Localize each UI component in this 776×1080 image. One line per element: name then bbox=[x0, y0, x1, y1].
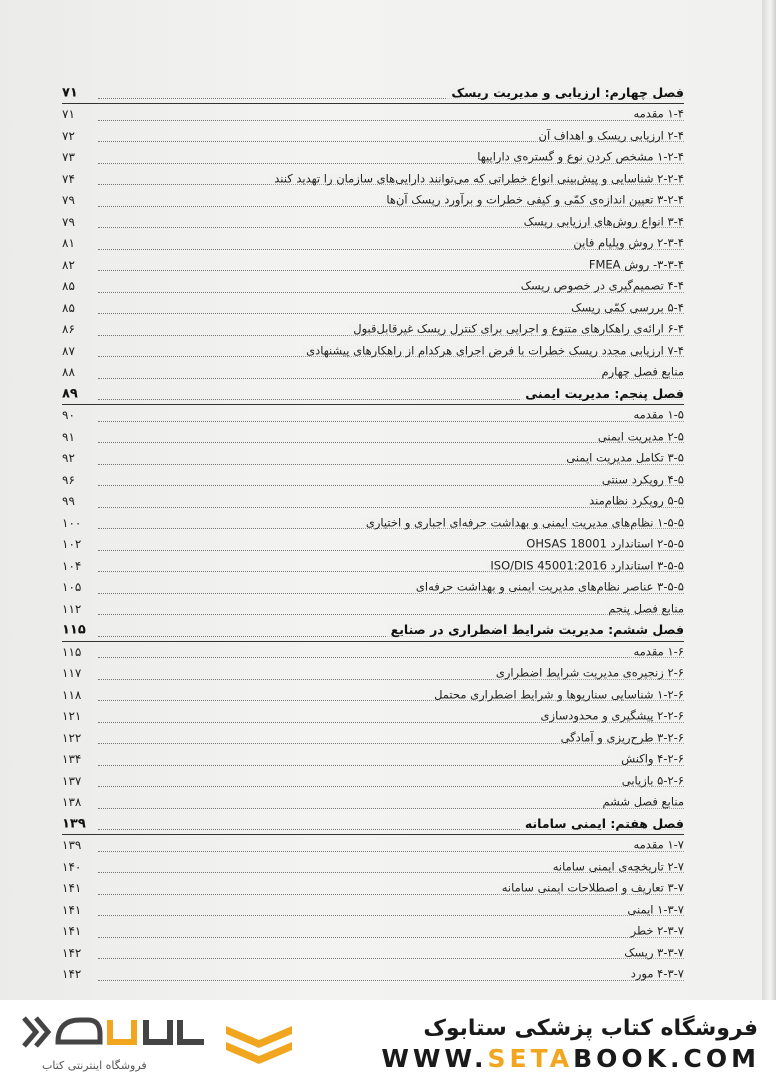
section-title: ۱-۵ مقدمه bbox=[629, 409, 684, 421]
page-number: ۸۵ bbox=[62, 300, 75, 315]
section-title: ۳-۷ تعاریف و اصطلاحات ایمنی سامانه bbox=[498, 882, 684, 894]
toc-row bbox=[62, 233, 684, 254]
toc-row bbox=[62, 878, 684, 899]
dot-leader bbox=[98, 657, 684, 658]
section-title: ۳-۲-۶ طرح‌ریزی و آمادگی bbox=[557, 732, 684, 744]
toc-row bbox=[62, 340, 684, 361]
dot-leader bbox=[98, 485, 684, 486]
page-edge bbox=[762, 0, 776, 1000]
store-name: فروشگاه کتاب پزشکی ستابوک bbox=[423, 1016, 758, 1041]
section-title: ۱-۲-۴ مشخص کردن نوع و گستره‌ی داراییها bbox=[473, 151, 684, 163]
section-title: ۲-۲-۶ پیشگیری و محدودسازی bbox=[537, 710, 684, 722]
section-title: ۳-۳-۴- روش FMEA bbox=[585, 259, 684, 271]
toc-row bbox=[62, 319, 684, 340]
section-title: ۲-۵-۵ استاندارد OHSAS 18001 bbox=[522, 538, 684, 550]
page-number: ۷۳ bbox=[62, 150, 75, 164]
page-number: ۱۴۱ bbox=[62, 902, 82, 917]
toc-row bbox=[62, 448, 684, 469]
page-number: ۸۹ bbox=[62, 386, 78, 401]
section-title: ۱-۴ مقدمه bbox=[629, 108, 684, 120]
page-number: ۹۲ bbox=[62, 451, 75, 465]
section-title: ۳-۲-۴ تعیین اندازه‌ی کمّی و کیفی خطرات و برآورد ریسک آن‌ها bbox=[382, 194, 684, 206]
setabook-emblem-icon bbox=[222, 1016, 296, 1070]
toc-row bbox=[62, 491, 684, 512]
section-title: ۱-۵-۵ نظام‌های مدیریت ایمنی و بهداشت حرفه‌ای اجباری و اختیاری bbox=[362, 517, 684, 529]
page-number: ۱۲۲ bbox=[62, 730, 82, 745]
toc-row bbox=[62, 835, 684, 856]
dot-leader bbox=[98, 765, 684, 766]
section-title: ۲-۷ تاریخچه‌ی ایمنی سامانه bbox=[549, 861, 684, 873]
page-number: ۷۹ bbox=[62, 193, 75, 207]
page-number: ۱۴۱ bbox=[62, 924, 82, 938]
page-number: ۱۴۰ bbox=[62, 859, 82, 874]
page-number: ۱۴۲ bbox=[62, 967, 82, 981]
dot-leader bbox=[98, 937, 684, 938]
toc-row bbox=[62, 469, 684, 490]
page-number: ۹۹ bbox=[62, 494, 75, 508]
page-number: ۱۱۵ bbox=[62, 622, 86, 638]
page-number: ۸۸ bbox=[62, 365, 75, 379]
page-number: ۱۴۱ bbox=[62, 881, 82, 895]
dot-leader bbox=[98, 958, 684, 959]
toc-row bbox=[62, 276, 684, 297]
store-url-suffix: BOOK.COM bbox=[573, 1044, 760, 1073]
section-title: ۴-۴ تصمیم‌گیری در خصوص ریسک bbox=[517, 280, 684, 292]
section-title: ۱-۷ مقدمه bbox=[629, 839, 684, 851]
page-number: ۱۱۸ bbox=[62, 687, 82, 702]
store-url-prefix: WWW. bbox=[381, 1044, 488, 1073]
page-number: ۱۳۴ bbox=[62, 752, 82, 766]
page-number: ۱۳۷ bbox=[62, 773, 82, 788]
dot-leader bbox=[98, 851, 684, 852]
section-title: ۱-۲-۶ شناسایی سناریوها و شرایط اضطراری محتمل bbox=[430, 689, 684, 701]
section-title: ۳-۵ تکامل مدیریت ایمنی bbox=[562, 452, 684, 464]
store-url-highlight: SETA bbox=[487, 1044, 574, 1073]
page-number: ۱۳۹ bbox=[62, 838, 82, 852]
page-number: ۱۳۹ bbox=[62, 816, 86, 831]
page-number: ۱۱۷ bbox=[62, 666, 82, 680]
toc-chapter-row bbox=[62, 620, 684, 641]
page-number: ۷۹ bbox=[62, 214, 75, 229]
dot-leader bbox=[98, 614, 684, 615]
section-title: ۵-۴ بررسی کمّی ریسک bbox=[567, 302, 684, 314]
toc-row bbox=[62, 362, 684, 383]
section-title: ۴-۲-۶ واکنش bbox=[617, 753, 684, 765]
dot-leader bbox=[98, 980, 684, 981]
toc-chapter-row bbox=[62, 383, 684, 404]
page-number: ۱۰۲ bbox=[62, 537, 82, 551]
toc-row bbox=[62, 211, 684, 232]
page-number: ۱۳۸ bbox=[62, 795, 82, 809]
setabook-logo[interactable] bbox=[14, 1012, 210, 1074]
toc-row bbox=[62, 104, 684, 125]
page-number: ۱۴۲ bbox=[62, 945, 82, 960]
page-number: ۹۱ bbox=[62, 429, 75, 444]
setabook-wordmark-icon bbox=[14, 1012, 210, 1058]
toc-row bbox=[62, 577, 684, 598]
toc-row bbox=[62, 534, 684, 555]
dot-leader bbox=[98, 120, 684, 121]
section-title: ۱-۳-۷ ایمنی bbox=[623, 904, 684, 916]
toc-row bbox=[62, 921, 684, 942]
section-title: ۲-۳-۷ خطر bbox=[627, 925, 684, 937]
dot-leader bbox=[98, 421, 684, 422]
page-number: ۱۰۵ bbox=[62, 580, 82, 594]
toc-row bbox=[62, 792, 684, 813]
toc-row bbox=[62, 147, 684, 168]
dot-leader bbox=[98, 808, 684, 809]
page-number: ۱۰۰ bbox=[62, 515, 82, 530]
toc-row bbox=[62, 899, 684, 920]
chapter-title: فصل چهارم: ارزیابی و مدیریت ریسک bbox=[447, 86, 684, 99]
section-title: ۲-۵ مدیریت ایمنی bbox=[594, 431, 684, 443]
page-number: ۷۴ bbox=[62, 171, 75, 186]
section-title: ۳-۵-۵ استاندارد ISO/DIS 45001:2016 bbox=[486, 560, 684, 572]
page-number: ۷۱ bbox=[62, 85, 78, 100]
page-number: ۸۵ bbox=[62, 279, 75, 293]
toc-row bbox=[62, 684, 684, 705]
section-title: ۱-۶ مقدمه bbox=[629, 646, 684, 658]
toc-row bbox=[62, 706, 684, 727]
section-title: ۶-۴ ارائه‌ی راهکارهای متنوع و اجرایی برای کنترل ریسک غیرقابل‌قبول bbox=[349, 323, 684, 335]
section-title: ۳-۴ انواع روش‌های ارزیابی ریسک bbox=[520, 216, 684, 228]
toc-row bbox=[62, 426, 684, 447]
section-title: ۳-۳-۷ ریسک bbox=[620, 947, 684, 959]
toc-row bbox=[62, 856, 684, 877]
section-title: ۴-۳-۷ مورد bbox=[627, 968, 684, 980]
toc-row bbox=[62, 405, 684, 426]
toc-row bbox=[62, 512, 684, 533]
toc-chapter-row bbox=[62, 813, 684, 834]
toc-row bbox=[62, 727, 684, 748]
page-number: ۷۲ bbox=[62, 128, 75, 143]
toc-row bbox=[62, 942, 684, 963]
page-number: ۷۱ bbox=[62, 107, 75, 121]
section-title: منابع فصل پنجم bbox=[604, 603, 684, 615]
page-number: ۱۲۱ bbox=[62, 709, 82, 723]
toc-row bbox=[62, 964, 684, 985]
dot-leader bbox=[98, 378, 684, 379]
toc-row bbox=[62, 254, 684, 275]
logo-subtitle: فروشگاه اینترنتی کتاب bbox=[42, 1059, 147, 1072]
dot-leader bbox=[98, 915, 684, 916]
toc-row bbox=[62, 749, 684, 770]
section-title: ۳-۵-۵ عناصر نظام‌های مدیریت ایمنی و بهداشت حرفه‌ای bbox=[412, 581, 684, 593]
toc-row bbox=[62, 168, 684, 189]
section-title: منابع فصل ششم bbox=[599, 796, 685, 808]
toc-row bbox=[62, 555, 684, 576]
toc-row bbox=[62, 770, 684, 791]
page-number: ۱۰۴ bbox=[62, 558, 82, 573]
section-title: ۴-۵ رویکرد سنتی bbox=[598, 474, 684, 486]
section-title: ۵-۵ رویکرد نظام‌مند bbox=[585, 495, 684, 507]
store-url[interactable] bbox=[381, 1044, 760, 1073]
toc-row bbox=[62, 598, 684, 619]
page-number: ۹۰ bbox=[62, 408, 75, 422]
page-number: ۸۱ bbox=[62, 236, 75, 250]
chapter-title: فصل ششم: مدیریت شرایط اضطراری در صنایع bbox=[387, 624, 684, 637]
section-title: منابع فصل چهارم bbox=[597, 366, 684, 378]
chapter-title: فصل هفتم: ایمنی سامانه bbox=[521, 817, 684, 830]
page-number: ۸۷ bbox=[62, 343, 75, 358]
toc-row bbox=[62, 125, 684, 146]
section-title: ۲-۳-۴ روش ویلیام فاین bbox=[569, 237, 684, 249]
section-title: ۵-۲-۶ بازیابی bbox=[618, 775, 684, 787]
section-title: ۲-۲-۴ شناسایی و پیش‌بینی انواع خطراتی که می‌توانند دارایی‌های سازمان را تهدید کنند bbox=[270, 173, 684, 185]
page-number: ۱۱۵ bbox=[62, 644, 82, 659]
section-title: ۲-۶ زنجیره‌ی مدیریت شرایط اضطراری bbox=[492, 667, 684, 679]
section-title: ۷-۴ ارزیابی مجدد ریسک خطرات با فرض اجرای هرکدام از راهکارهای پیشنهادی bbox=[302, 345, 684, 357]
page-number: ۸۲ bbox=[62, 257, 75, 272]
toc-row bbox=[62, 641, 684, 662]
toc-chapter-row bbox=[62, 82, 684, 103]
toc-row bbox=[62, 190, 684, 211]
dot-leader bbox=[98, 786, 684, 787]
toc-row bbox=[62, 297, 684, 318]
chapter-title: فصل پنجم: مدیریت ایمنی bbox=[521, 387, 684, 400]
page-number: ۸۶ bbox=[62, 322, 75, 336]
section-title: ۲-۴ ارزیابی ریسک و اهداف آن bbox=[535, 130, 685, 142]
page-number: ۹۶ bbox=[62, 472, 75, 487]
toc-row bbox=[62, 663, 684, 684]
page-number: ۱۱۲ bbox=[62, 601, 82, 616]
